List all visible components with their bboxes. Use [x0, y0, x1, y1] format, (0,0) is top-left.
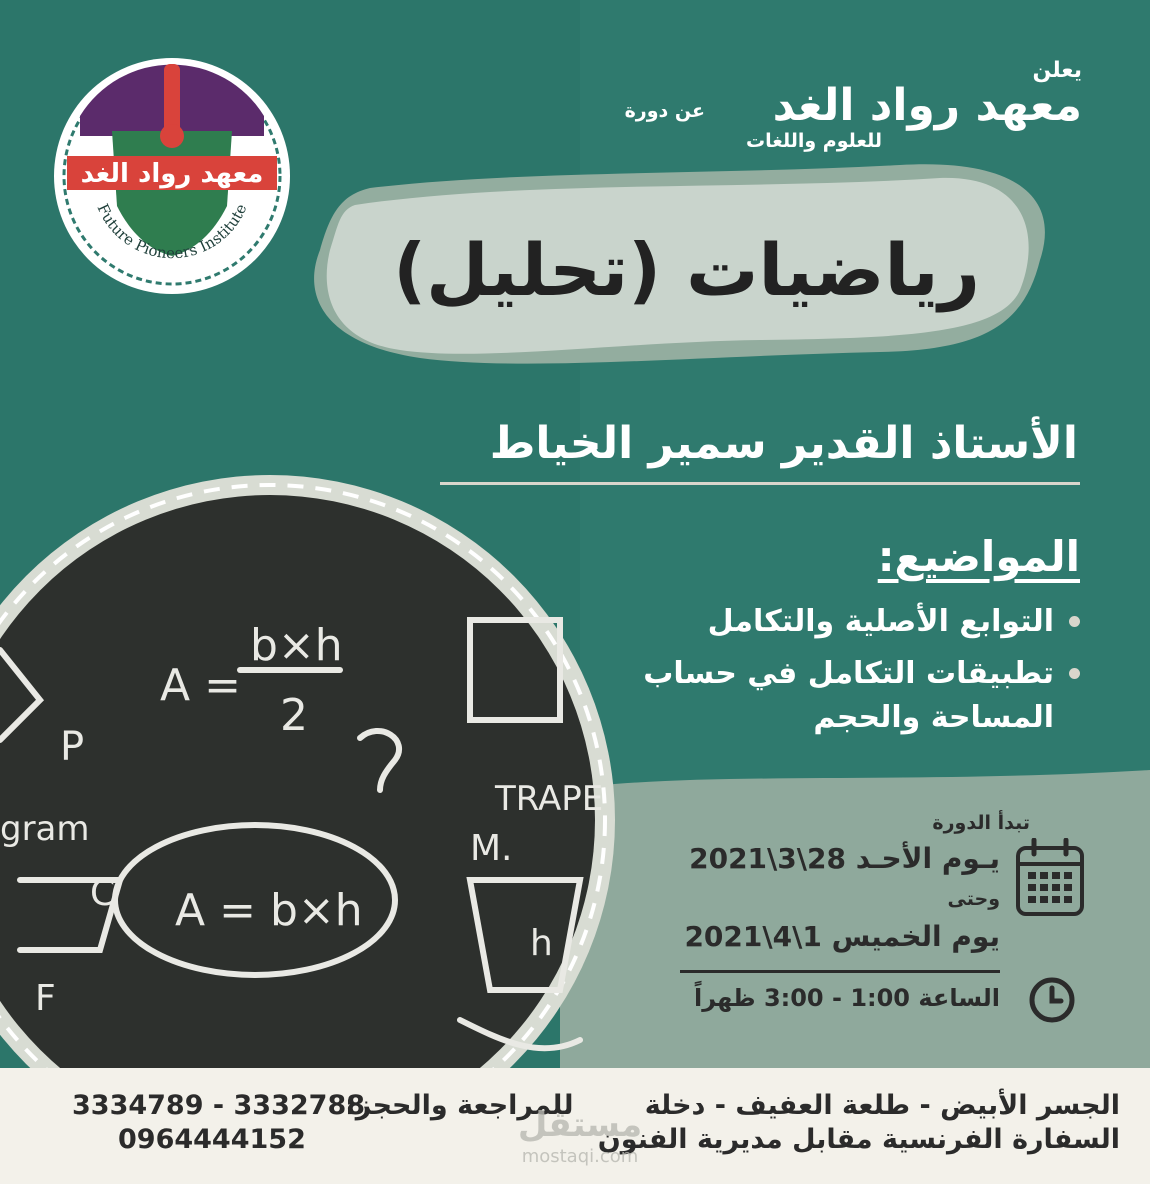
about-course-text: عن دورة: [624, 100, 705, 122]
schedule-divider: [680, 970, 1000, 973]
clock-icon: [1028, 976, 1076, 1024]
institute-name: معهد رواد الغد: [772, 80, 1082, 131]
starts-label: تبدأ الدورة: [932, 812, 1030, 834]
svg-text:P: P: [60, 724, 85, 770]
watermark-text: mostaqi.com: [521, 1146, 639, 1167]
course-time: الساعة 1:00 - 3:00 ظهراً: [693, 984, 1000, 1012]
topic-item: التوابع الأصلية والتكامل: [520, 600, 1080, 644]
svg-text:C: C: [90, 873, 116, 914]
svg-text:TRAPE: TRAPE: [495, 779, 604, 819]
topics-list: [520, 600, 1080, 748]
logo-arabic-name: معهد رواد الغد: [80, 159, 264, 189]
svg-text:gram: gram: [0, 809, 90, 849]
mostaqi-watermark: [505, 1098, 655, 1168]
phone-numbers: 3334789 - 3332788: [72, 1090, 366, 1121]
topics-title: المواضيع:: [877, 532, 1080, 581]
logo-english-name: Future Pioneers Institute: [93, 201, 251, 263]
end-date: يوم الخميس 1\4\2021: [684, 920, 1000, 953]
topic-item: تطبيقات التكامل في حساب المساحة والحجم: [520, 652, 1080, 740]
institute-logo: [52, 56, 292, 296]
svg-text:b×h: b×h: [250, 620, 343, 671]
svg-text:M.: M.: [470, 828, 513, 869]
contact-label: للمراجعة والحجز:: [345, 1090, 574, 1121]
until-label: وحتى: [947, 888, 1000, 910]
teacher-underline: [440, 482, 1080, 485]
calendar-icon: [1014, 838, 1086, 918]
svg-text:F: F: [35, 978, 56, 1019]
address-line-2: السفارة الفرنسية مقابل مديرية الفنون: [597, 1124, 1120, 1155]
mobile-number: 0964444152: [118, 1124, 306, 1155]
svg-text:A = b×h: A = b×h: [175, 885, 363, 936]
teacher-name: الأستاذ القدير سمير الخياط: [489, 418, 1078, 469]
address-line-1: الجسر الأبيض - طلعة العفيف - دخلة: [644, 1090, 1120, 1121]
blackboard-formula-1: A =: [160, 660, 241, 711]
announces-text: يعلن: [1032, 58, 1082, 83]
svg-text:مستقل: مستقل: [517, 1105, 643, 1145]
institute-subtitle: للعلوم واللغات: [746, 130, 882, 152]
course-title: رياضيات (تحليل): [393, 228, 980, 312]
start-date: يـوم الأحـد 28\3\2021: [689, 842, 1000, 875]
svg-text:2: 2: [280, 690, 308, 741]
svg-text:h: h: [530, 923, 553, 964]
